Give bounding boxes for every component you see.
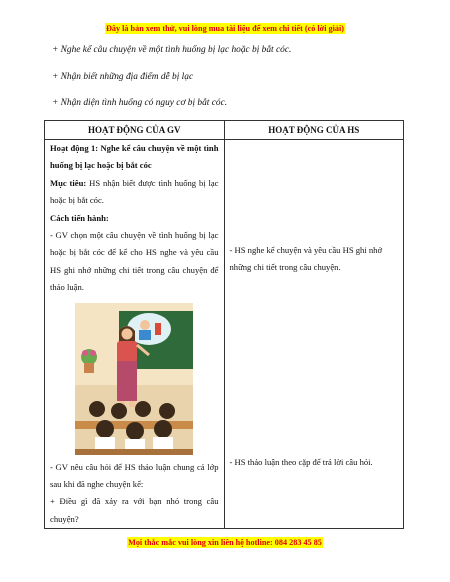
lesson-table xyxy=(44,120,404,529)
method-label: Cách tiến hành: xyxy=(50,212,109,223)
preview-banner xyxy=(0,24,450,33)
hotline-footer-text: Mọi thắc mắc vui lòng xin liên hệ hotline: 084 283 45 85 xyxy=(128,538,322,547)
goal-paragraph xyxy=(50,175,219,210)
preview-banner-text: Đây là bản xem thử, vui lòng mua tài liệu để xem chi tiết (có lời giải) xyxy=(105,24,344,33)
goal-text: HS nhận biết được tình huống bị lạc hoặc bị bắt cóc. xyxy=(50,177,219,206)
objective-3: + Nhận diện tình huống có nguy cơ bị bắt cóc. xyxy=(52,98,228,108)
goal-label: Mục tiêu: xyxy=(50,177,87,188)
activity-title: Hoạt động 1: Nghe kể câu chuyện về một tình huống bị lạc hoặc bị bắt cóc xyxy=(50,143,219,171)
gv-column xyxy=(45,140,225,529)
objective-2: + Nhận biết những địa điểm dễ bị lạc xyxy=(52,72,194,82)
header-hs: HOẠT ĐỘNG CỦA HS xyxy=(224,121,404,140)
hs-response-2: - HS thảo luận theo cặp để trả lời câu hỏi. xyxy=(229,457,373,467)
table-header-row xyxy=(45,121,404,140)
objective-1: + Nghe kể câu chuyện về một tình huống bị lạc hoặc bị bắt cóc. xyxy=(52,45,292,55)
hotline-footer xyxy=(0,538,450,547)
table-body-row xyxy=(45,140,404,529)
hs-column xyxy=(224,140,404,529)
hs-response-1: - HS nghe kể chuyện và yêu cầu HS ghi nhớ những chi tiết trong câu chuyện. xyxy=(229,245,383,273)
gv-step-1: - GV chọn một câu chuyện về tình huống bị lạc hoặc bị bắt cóc để kể cho HS nghe và yêu cầu HS ghi nhớ những chi tiết trong câu chuyện để thảo luận. xyxy=(50,230,219,293)
gv-question-1: + Điều gì đã xảy ra với bạn nhỏ trong câu chuyện? xyxy=(50,496,219,524)
header-gv: HOẠT ĐỘNG CỦA GV xyxy=(45,121,225,140)
classroom-illustration xyxy=(75,303,193,455)
gv-step-2: - GV nêu câu hỏi để HS thảo luận chung cả lớp sau khi đã nghe chuyện kể: xyxy=(50,461,219,490)
